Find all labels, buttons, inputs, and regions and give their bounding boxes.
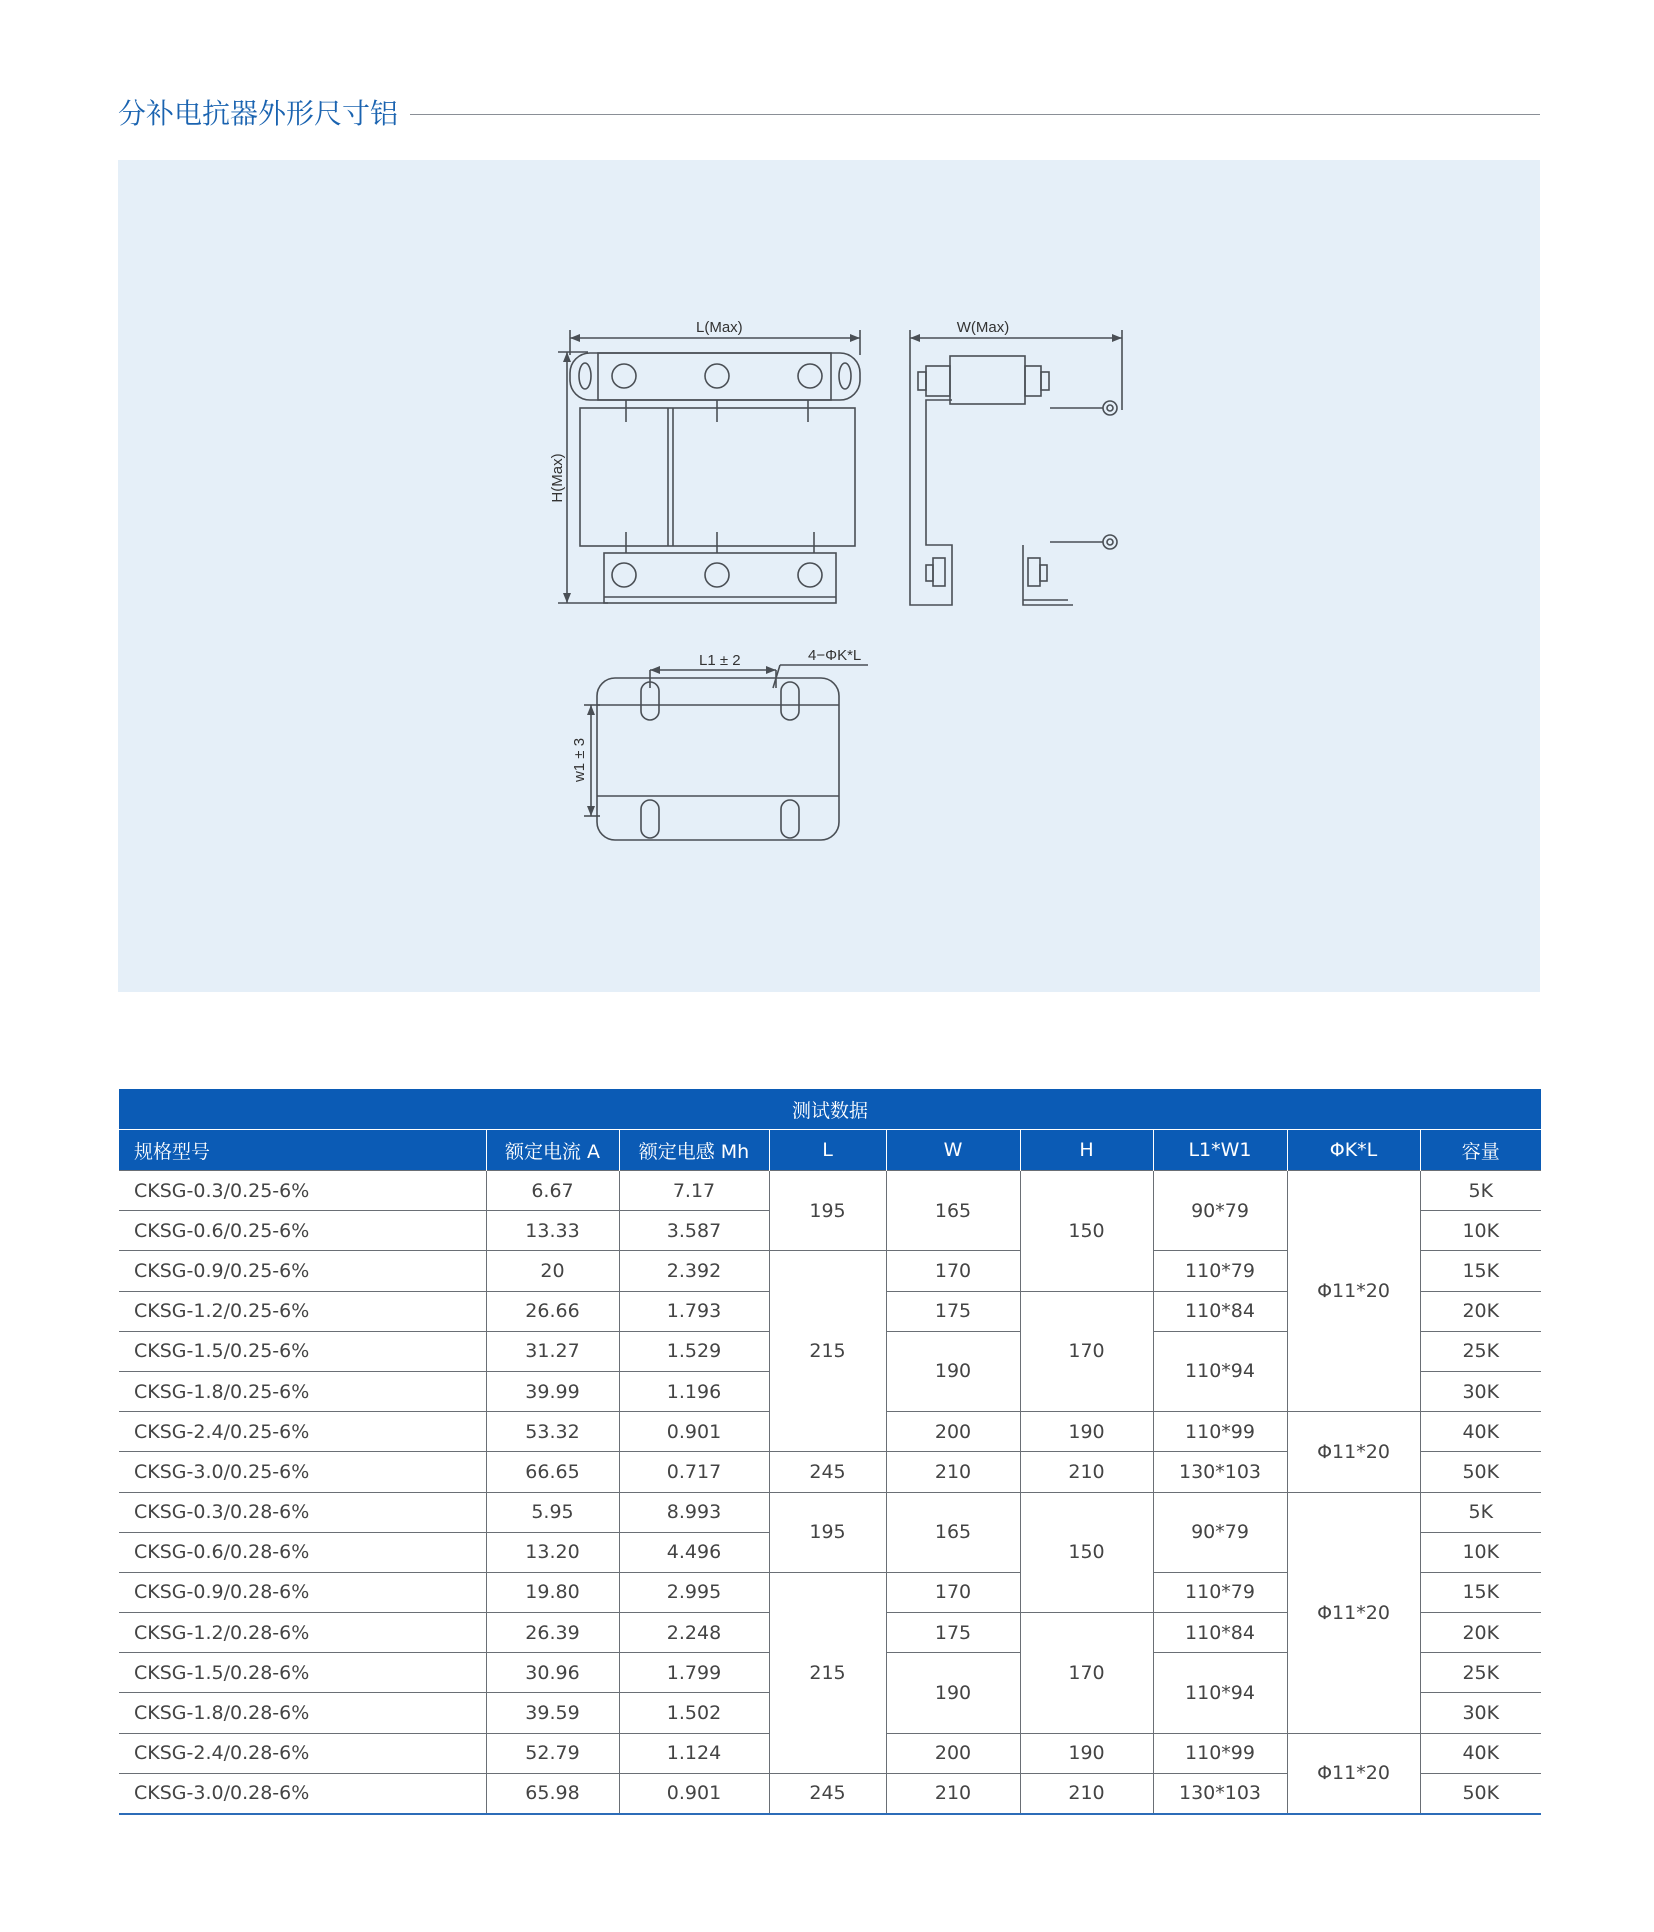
outline-drawing-panel [118, 160, 1540, 992]
cell-phikl: Φ11*20 [1287, 1733, 1420, 1814]
cell-current: 52.79 [486, 1733, 619, 1773]
cell-phikl: Φ11*20 [1287, 1492, 1420, 1733]
cell-l1w1: 110*79 [1153, 1572, 1287, 1612]
cell-current: 20 [486, 1251, 619, 1291]
cell-capacity: 30K [1420, 1371, 1541, 1411]
cell-current: 30.96 [486, 1653, 619, 1693]
cell-h: 210 [1020, 1773, 1153, 1814]
cell-w: 165 [886, 1492, 1020, 1572]
cell-w: 190 [886, 1331, 1020, 1411]
cell-current: 26.66 [486, 1291, 619, 1331]
cell-inductance: 1.529 [619, 1331, 769, 1371]
cell-model: CKSG-1.8/0.25-6% [119, 1371, 486, 1411]
header-l1w1: L1*W1 [1153, 1130, 1287, 1171]
mount-width-label: w1 ± 3 [571, 737, 588, 783]
cell-current: 19.80 [486, 1572, 619, 1612]
cell-capacity: 20K [1420, 1291, 1541, 1331]
cell-model: CKSG-0.3/0.28-6% [119, 1492, 486, 1532]
cell-h: 150 [1020, 1171, 1153, 1292]
mounting-view [584, 665, 868, 840]
cell-l: 245 [769, 1452, 886, 1492]
cell-h: 210 [1020, 1452, 1153, 1492]
cell-model: CKSG-3.0/0.25-6% [119, 1452, 486, 1492]
cell-model: CKSG-2.4/0.25-6% [119, 1412, 486, 1452]
cell-h: 170 [1020, 1291, 1153, 1412]
cell-w: 170 [886, 1572, 1020, 1612]
header-rated-inductance: 额定电感 Mh [619, 1130, 769, 1171]
cell-inductance: 2.995 [619, 1572, 769, 1612]
cell-l: 195 [769, 1171, 886, 1251]
cell-capacity: 15K [1420, 1572, 1541, 1612]
cell-model: CKSG-0.6/0.25-6% [119, 1211, 486, 1251]
cell-l1w1: 110*94 [1153, 1331, 1287, 1411]
cell-inductance: 1.502 [619, 1693, 769, 1733]
cell-capacity: 5K [1420, 1171, 1541, 1211]
cell-capacity: 50K [1420, 1773, 1541, 1814]
cell-capacity: 10K [1420, 1211, 1541, 1251]
cell-current: 66.65 [486, 1452, 619, 1492]
section-title: 分补电抗器外形尺寸铝 [118, 97, 399, 130]
cell-inductance: 0.901 [619, 1412, 769, 1452]
table-caption: 测试数据 [119, 1089, 1541, 1130]
width-dimension-label: W(Max) [956, 319, 1010, 336]
cell-l1w1: 90*79 [1153, 1492, 1287, 1572]
title-divider [410, 114, 1540, 115]
cell-w: 175 [886, 1613, 1020, 1653]
cell-inductance: 2.392 [619, 1251, 769, 1291]
table-row [119, 1171, 1541, 1211]
cell-w: 175 [886, 1291, 1020, 1331]
cell-h: 190 [1020, 1733, 1153, 1773]
cell-w: 190 [886, 1653, 1020, 1733]
cell-inductance: 2.248 [619, 1613, 769, 1653]
table-row [119, 1492, 1541, 1532]
header-model: 规格型号 [119, 1130, 486, 1171]
cell-model: CKSG-1.8/0.28-6% [119, 1693, 486, 1733]
cell-capacity: 40K [1420, 1733, 1541, 1773]
cell-capacity: 20K [1420, 1613, 1541, 1653]
cell-model: CKSG-0.3/0.25-6% [119, 1171, 486, 1211]
length-dimension-label: L(Max) [696, 319, 743, 336]
cell-current: 26.39 [486, 1613, 619, 1653]
cell-w: 210 [886, 1773, 1020, 1814]
cell-model: CKSG-0.9/0.28-6% [119, 1572, 486, 1612]
hole-spacing-label: L1 ± 2 [699, 652, 741, 669]
cell-w: 200 [886, 1733, 1020, 1773]
cell-inductance: 4.496 [619, 1532, 769, 1572]
cell-current: 6.67 [486, 1171, 619, 1211]
cell-w: 210 [886, 1452, 1020, 1492]
cell-l: 195 [769, 1492, 886, 1572]
cell-model: CKSG-1.5/0.28-6% [119, 1653, 486, 1693]
cell-l: 215 [769, 1572, 886, 1773]
cell-current: 53.32 [486, 1412, 619, 1452]
cell-capacity: 10K [1420, 1532, 1541, 1572]
cell-l1w1: 110*99 [1153, 1412, 1287, 1452]
cell-capacity: 30K [1420, 1693, 1541, 1733]
cell-w: 200 [886, 1412, 1020, 1452]
cell-inductance: 3.587 [619, 1211, 769, 1251]
cell-current: 13.20 [486, 1532, 619, 1572]
cell-current: 13.33 [486, 1211, 619, 1251]
cell-l1w1: 90*79 [1153, 1171, 1287, 1251]
cell-capacity: 25K [1420, 1331, 1541, 1371]
cell-l1w1: 110*79 [1153, 1251, 1287, 1291]
cell-model: CKSG-1.5/0.25-6% [119, 1331, 486, 1371]
header-capacity: 容量 [1420, 1130, 1541, 1171]
cell-l1w1: 110*84 [1153, 1613, 1287, 1653]
cell-inductance: 1.793 [619, 1291, 769, 1331]
cell-h: 150 [1020, 1492, 1153, 1613]
header-w: W [886, 1130, 1020, 1171]
cell-l: 215 [769, 1251, 886, 1452]
cell-phikl: Φ11*20 [1287, 1412, 1420, 1492]
cell-h: 170 [1020, 1613, 1153, 1734]
cell-inductance: 7.17 [619, 1171, 769, 1211]
cell-l: 245 [769, 1773, 886, 1814]
cell-model: CKSG-1.2/0.25-6% [119, 1291, 486, 1331]
cell-phikl: Φ11*20 [1287, 1171, 1420, 1412]
cell-model: CKSG-0.6/0.28-6% [119, 1532, 486, 1572]
cell-current: 39.99 [486, 1371, 619, 1411]
cell-current: 39.59 [486, 1693, 619, 1733]
cell-model: CKSG-0.9/0.25-6% [119, 1251, 486, 1291]
cell-current: 65.98 [486, 1773, 619, 1814]
header-h: H [1020, 1130, 1153, 1171]
cell-w: 170 [886, 1251, 1020, 1291]
cell-h: 190 [1020, 1412, 1153, 1452]
cell-inductance: 0.901 [619, 1773, 769, 1814]
cell-inductance: 1.799 [619, 1653, 769, 1693]
cell-l1w1: 130*103 [1153, 1773, 1287, 1814]
header-l: L [769, 1130, 886, 1171]
cell-l1w1: 110*99 [1153, 1733, 1287, 1773]
cell-capacity: 5K [1420, 1492, 1541, 1532]
cell-capacity: 15K [1420, 1251, 1541, 1291]
cell-model: CKSG-1.2/0.28-6% [119, 1613, 486, 1653]
header-phikl: ΦK*L [1287, 1130, 1420, 1171]
side-view [910, 330, 1122, 605]
cell-inductance: 1.124 [619, 1733, 769, 1773]
cell-inductance: 1.196 [619, 1371, 769, 1411]
cell-current: 5.95 [486, 1492, 619, 1532]
test-data-table [119, 1089, 1541, 1815]
cell-l1w1: 130*103 [1153, 1452, 1287, 1492]
cell-current: 31.27 [486, 1331, 619, 1371]
cell-capacity: 25K [1420, 1653, 1541, 1693]
cell-capacity: 50K [1420, 1452, 1541, 1492]
cell-w: 165 [886, 1171, 1020, 1251]
cell-model: CKSG-3.0/0.28-6% [119, 1773, 486, 1814]
cell-model: CKSG-2.4/0.28-6% [119, 1733, 486, 1773]
cell-inductance: 8.993 [619, 1492, 769, 1532]
cell-capacity: 40K [1420, 1412, 1541, 1452]
cell-l1w1: 110*84 [1153, 1291, 1287, 1331]
cell-l1w1: 110*94 [1153, 1653, 1287, 1733]
header-rated-current: 额定电流 A [486, 1130, 619, 1171]
height-dimension-label: H(Max) [549, 453, 566, 503]
reactor-outline-drawing [118, 160, 1540, 992]
cell-inductance: 0.717 [619, 1452, 769, 1492]
front-view [558, 330, 860, 603]
hole-spec-label: 4−ΦK*L [808, 647, 862, 664]
